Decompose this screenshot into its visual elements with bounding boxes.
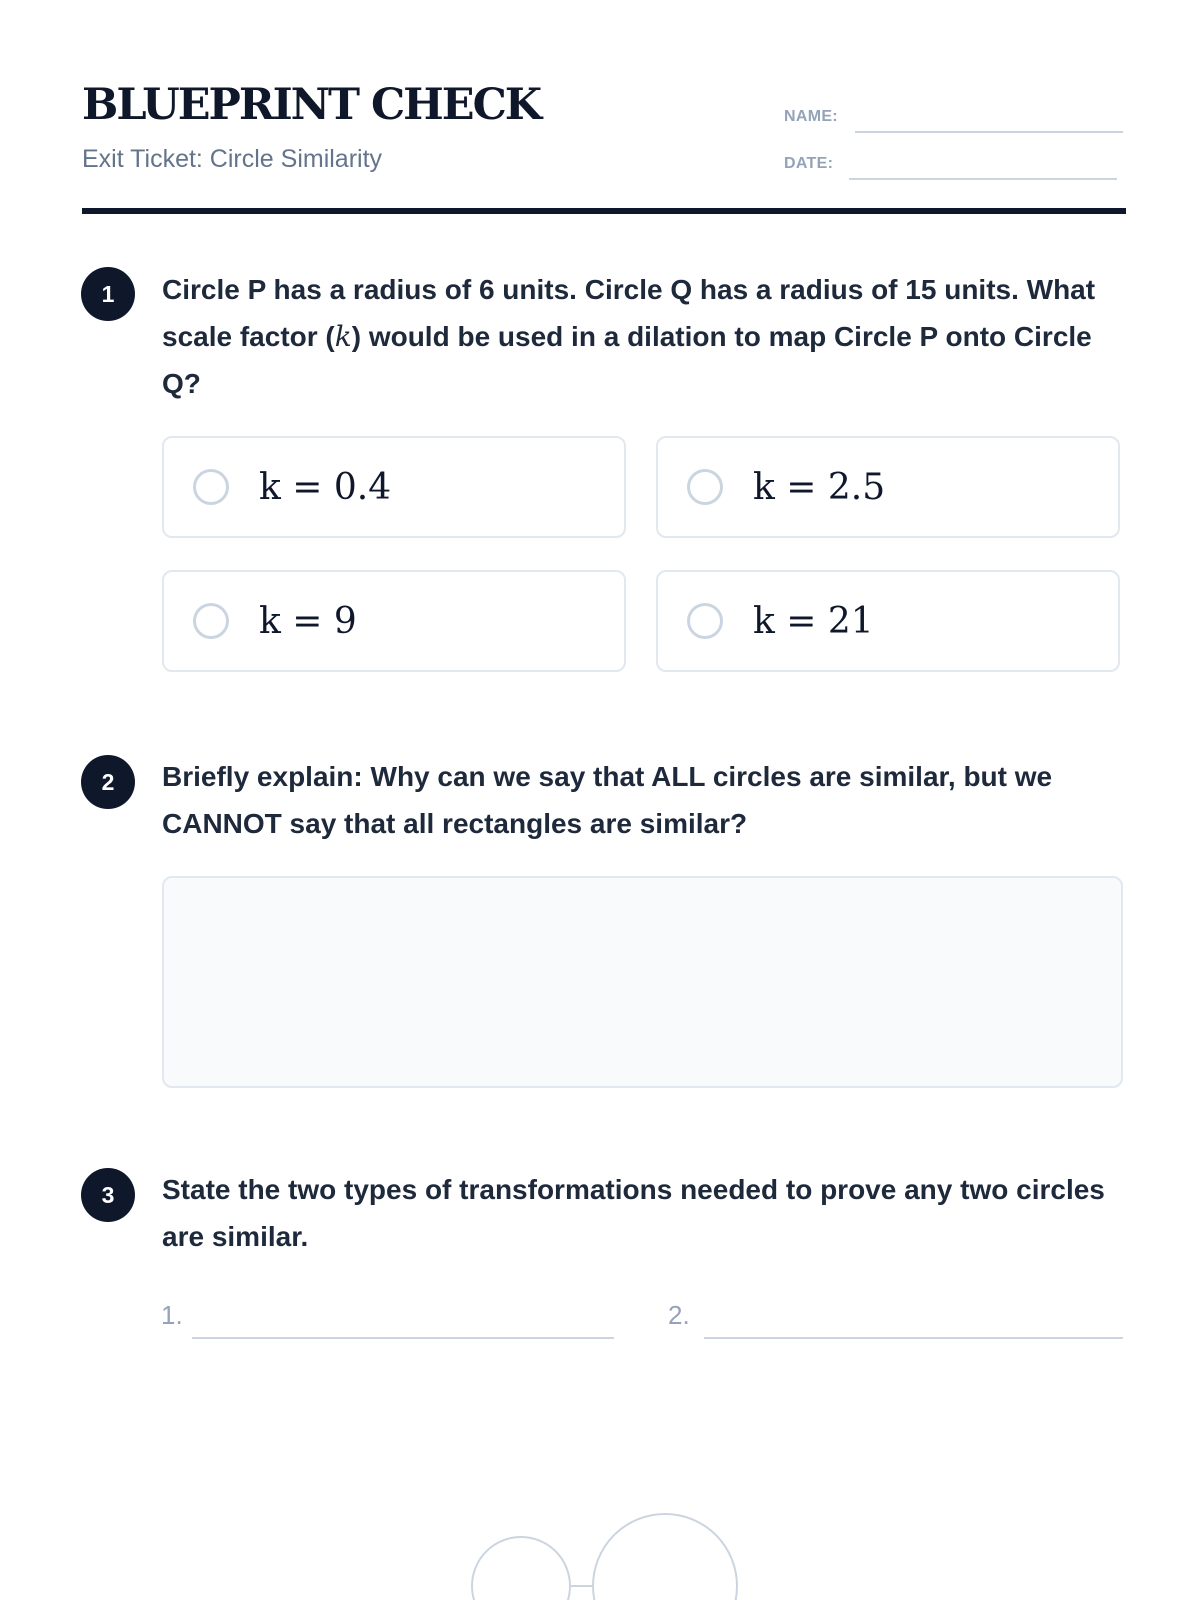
answer-blank-1[interactable] (192, 1337, 614, 1339)
radio-icon[interactable] (193, 603, 229, 639)
page-subtitle: Exit Ticket: Circle Similarity (82, 145, 383, 173)
question-3-number-badge: 3 (81, 1168, 135, 1222)
two-circles-illustration-icon (440, 1500, 760, 1600)
page-title: BLUEPRINT CHECK (82, 80, 541, 130)
radio-icon[interactable] (687, 603, 723, 639)
question-2-text: Briefly explain: Why can we say that ALL circles are similar, but we CANNOT say that all rectangles are similar? (162, 761, 1053, 839)
question-2-answer-box[interactable] (162, 876, 1123, 1088)
answer-blank-1-label: 1. (161, 1300, 183, 1330)
question-1-choice-b[interactable] (656, 436, 1120, 538)
choice-label: k = 0.4 (259, 466, 392, 508)
question-1-choice-c[interactable] (162, 570, 626, 672)
question-1-choice-d[interactable] (656, 570, 1120, 672)
question-1-choice-a[interactable] (162, 436, 626, 538)
answer-blank-2[interactable] (704, 1337, 1123, 1339)
question-3-text: State the two types of transformations needed to prove any two circles are similar. (162, 1174, 1105, 1252)
date-label: DATE: (784, 155, 834, 172)
date-field[interactable] (849, 178, 1117, 180)
radio-icon[interactable] (687, 469, 723, 505)
choice-label: k = 21 (753, 600, 874, 642)
name-label: NAME: (784, 108, 838, 125)
choice-label: k = 9 (259, 600, 357, 642)
question-2-number-badge: 2 (81, 755, 135, 809)
radio-icon[interactable] (193, 469, 229, 505)
question-1-text-part1: Circle P has a radius of 6 units. Circle Q has a radius of 15 units. What scale factor ( (162, 274, 1096, 352)
name-field[interactable] (855, 131, 1123, 133)
question-1-text-part2: ) would be used in a dilation to map Circle P onto Circle Q? (162, 321, 1092, 399)
answer-blank-2-label: 2. (668, 1300, 690, 1330)
question-1-number-badge: 1 (81, 267, 135, 321)
header-divider (82, 208, 1126, 214)
question-1-text (162, 266, 1122, 407)
question-1-variable: k (334, 320, 352, 353)
choice-label: k = 2.5 (753, 466, 886, 508)
